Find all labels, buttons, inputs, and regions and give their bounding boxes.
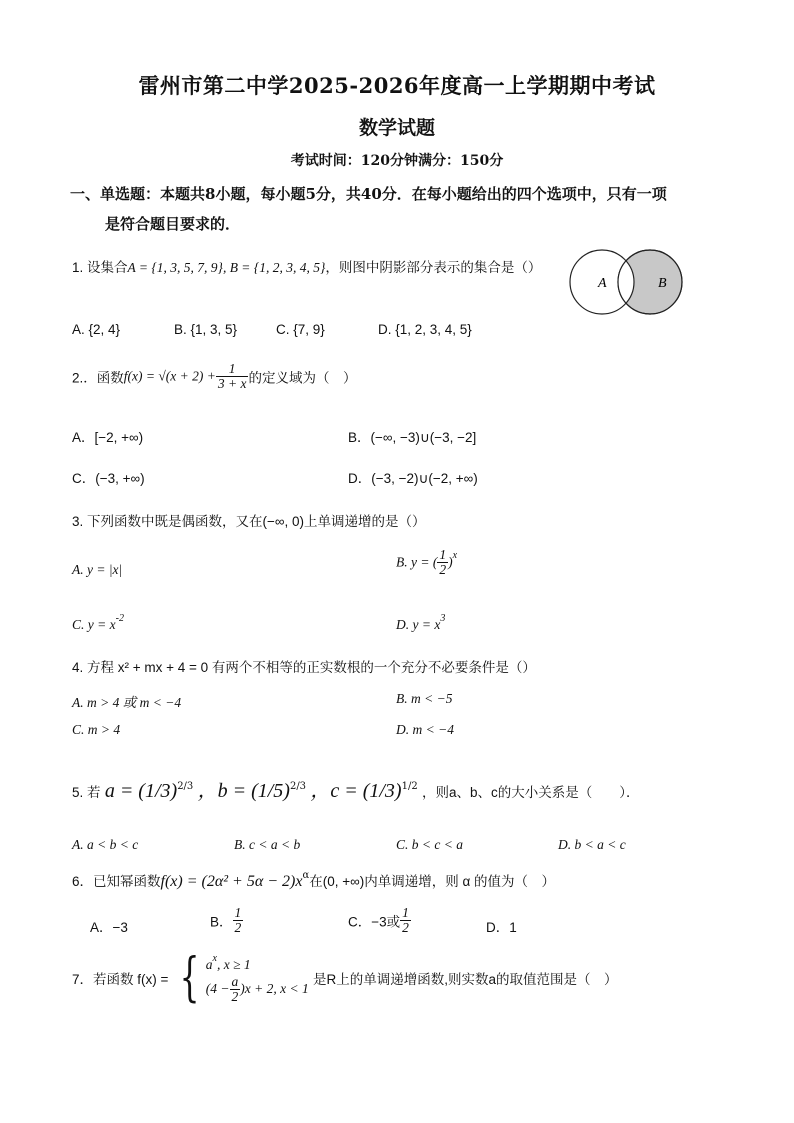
q2-function: f(x) = √(x + 2) + [123, 368, 216, 384]
question-7 [72, 948, 618, 1009]
q6-option-b-frac [233, 906, 244, 935]
venn-diagram [566, 246, 692, 318]
question-3: 3. 下列函数中既是偶函数，又在(−∞, 0)上单调递增的是（） [72, 514, 426, 529]
q7-prefix: 7．若函数 f(x) = [72, 972, 169, 988]
q5-a-exp: 2/3 [177, 781, 194, 792]
q6-option-c-label: C．−3或 [348, 914, 401, 930]
q6-function-exp: α [302, 870, 310, 881]
q6-c-den: 2 [402, 920, 409, 936]
venn-label-b: B [658, 276, 667, 291]
q6-option-c [348, 906, 411, 935]
q3-b-den: 2 [439, 562, 447, 578]
q5-option-a: A. a < b < c [72, 837, 139, 852]
q3-option-b [396, 548, 457, 577]
q5-c-exp: 1/2 [401, 781, 418, 792]
q1-prefix: 1. 设集合 [72, 260, 128, 275]
q2-prefix: 2.．函数 [72, 370, 124, 386]
q7-case1-cond: , x ≥ 1 [216, 957, 251, 972]
q5-option-b: B. c < a < b [234, 837, 301, 852]
question-1 [72, 256, 541, 276]
q7-case1-exp: x [212, 953, 217, 964]
q6-option-d: D．1 [486, 920, 517, 935]
q6-option-b [210, 906, 243, 935]
q5-c-expr: ，c = (1/3) [310, 780, 402, 802]
question-4: 4. 方程 x² + mx + 4 = 0 有两个不相等的正实数根的一个充分不必要条件是（） [72, 660, 536, 675]
q2-option-b: B．(−∞, −3)∪(−3, −2] [348, 430, 477, 445]
q5-option-c: C. b < c < a [396, 837, 463, 852]
q3-option-b-close: ) [448, 554, 453, 570]
q1-option-b: B. {1, 3, 5} [174, 322, 238, 337]
q6-function: f(x) = (2α² + 5α − 2)x [160, 873, 303, 890]
section-heading-line2: 是符合题目要求的． [105, 215, 241, 233]
q5-option-d: D. b < a < c [558, 837, 626, 852]
q2-option-d: D．(−3, −2)∪(−2, +∞) [348, 471, 478, 486]
q1-option-a: A. {2, 4} [72, 322, 121, 337]
q1-set-b: , B = {1, 2, 3, 4, 5} [222, 260, 326, 275]
venn-label-a: A [598, 276, 607, 291]
q2-suffix: 的定义域为（ ） [248, 370, 357, 386]
q7-case2-suffix: )x + 2, x < 1 [240, 981, 309, 997]
exam-subtitle: 数学试题 [358, 117, 435, 139]
q3-option-b-exp: x [452, 549, 458, 561]
question-5 [72, 774, 640, 803]
q4-option-b: B. m < −5 [396, 691, 453, 706]
q7-case2-den: 2 [231, 989, 239, 1005]
q6-option-c-frac [400, 906, 411, 935]
q3-option-c-text: C. y = x [72, 617, 116, 632]
q6-option-b-label: B． [210, 914, 233, 930]
q6-suffix: 在(0, +∞)内单调递增，则 α 的值为（ ） [309, 874, 556, 889]
q7-case2-frac [230, 975, 241, 1004]
q5-b-expr: ，b = (1/5) [197, 780, 290, 802]
q2-frac-num: 1 [216, 362, 249, 377]
q7-case2-prefix: (4 − [205, 981, 230, 997]
q4-option-a: A. m > 4 或 m < −4 [72, 695, 182, 710]
q7-suffix: 是R上的单调递增函数,则实数a的取值范围是（ ） [313, 972, 618, 988]
q3-option-d [396, 613, 445, 633]
section-heading-line1: 一、单选题：本题共8小题，每小题5分，共40分．在每小题给出的四个选项中，只有一项 [70, 185, 667, 203]
question-2 [72, 362, 356, 391]
q3-option-b-frac [437, 548, 448, 577]
question-6 [72, 870, 555, 891]
q2-option-a: A．[−2, +∞) [72, 430, 144, 445]
q3-b-num: 1 [439, 547, 447, 562]
q3-option-d-exp: 3 [440, 613, 446, 624]
exam-info: 考试时间：120分钟满分：150分 [290, 153, 504, 169]
q3-option-d-text: D. y = x [396, 617, 441, 632]
q7-case1: a [205, 957, 213, 972]
q2-fraction [216, 362, 249, 391]
q5-prefix: 5. 若 [72, 785, 101, 800]
q7-case2-num: a [231, 973, 239, 989]
q3-option-b-prefix: B. y = ( [396, 554, 438, 570]
q2-frac-den: 3 + x [217, 376, 247, 392]
q6-c-num: 1 [402, 905, 409, 920]
q3-option-c [72, 613, 124, 633]
q6-b-den: 2 [234, 920, 242, 936]
q1-option-c: C. {7, 9} [276, 322, 325, 337]
q5-b-exp: 2/3 [289, 781, 307, 792]
q1-set-a: A = {1, 3, 5, 7, 9} [127, 260, 223, 275]
q5-a-expr: a = (1/3) [104, 780, 178, 802]
q7-brace: { [179, 948, 200, 1009]
q2-option-c: C．(−3, +∞) [72, 471, 145, 486]
q6-b-num: 1 [234, 905, 242, 920]
q3-option-c-exp: -2 [115, 613, 124, 624]
q3-option-a: A. y = |x| [72, 562, 123, 577]
q7-piecewise [206, 952, 309, 1004]
exam-title: 雷州市第二中学2025-2026年度高一上学期期中考试 [138, 73, 656, 98]
q6-prefix: 6．已知幂函数 [72, 874, 161, 889]
q4-option-c: C. m > 4 [72, 722, 121, 737]
q5-suffix: ，则a、b、c的大小关系是（ ）． [421, 785, 640, 800]
q6-option-a: A．−3 [90, 920, 128, 935]
q1-option-d: D. {1, 2, 3, 4, 5} [378, 322, 472, 337]
q4-option-d: D. m < −4 [396, 722, 454, 737]
q1-suffix: ，则图中阴影部分表示的集合是（） [325, 260, 542, 275]
